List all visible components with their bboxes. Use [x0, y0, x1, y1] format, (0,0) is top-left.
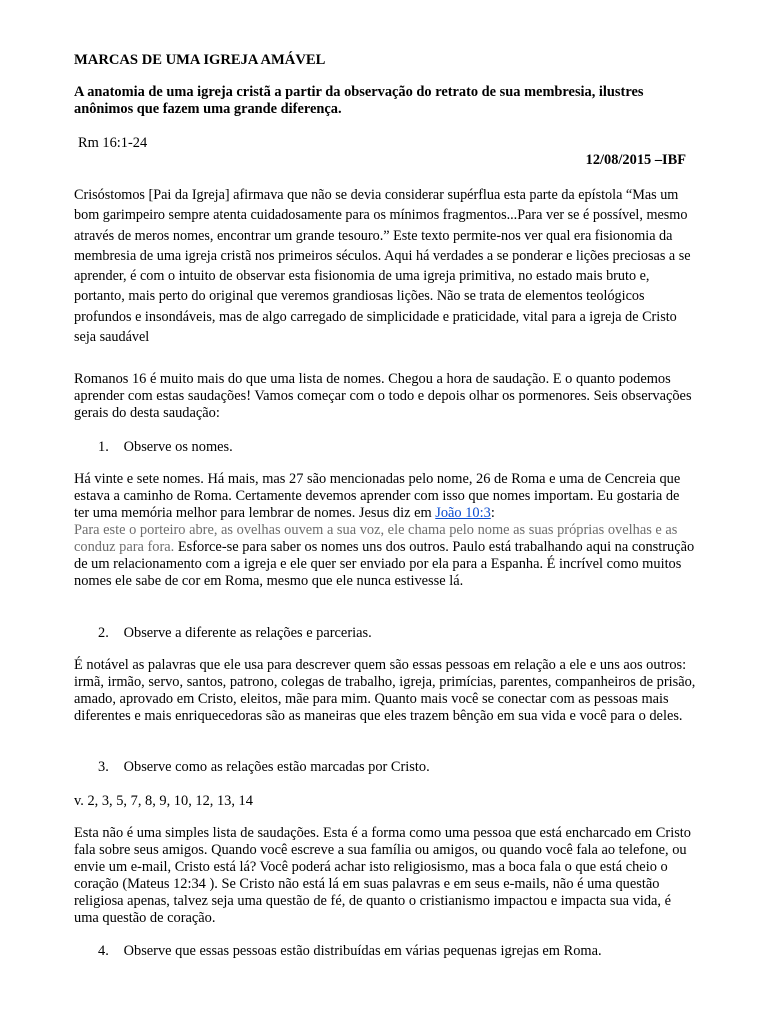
- intro-paragraph: Crisóstomos [Pai da Igreja] afirmava que não se devia considerar supérflua esta parte da epístola “Mas um bom garimpeiro sempre atenta cuidadosamente para os mínimos fragmentos...Para ver se é possível, mesmo através de meros nomes, encontrar um grande tesouro.” Este texto permite-nos ver qual era fisionomia da membresia de uma igreja cristã nos primeiros séculos. Aqui há verdades a se ponderar e lições preciosas a se aprender, é com o intuito de observar esta fisionomia de uma igreja primitiva, no estado mais bruto e, portanto, mais perto do original que veremos grandiosas lições. Não se trata de elementos teológicos profundos e insondáveis, mas de algo carregado de simplicidade e praticidade, vital para a igreja de Cristo seja saudável: [74, 187, 691, 346]
- list-item-number: 4.: [98, 943, 109, 959]
- relations-paragraph: É notável as palavras que ele usa para descrever quem são essas pessoas em relação a ele e uns aos outros: irmã, irmão, servo, santos, patrono, colegas de trabalho, igreja, primícias, parentes, companheiros de prisão, amado, aprovado em Cristo, eleitos, mãe para mim. Quanto mais você se conectar com as pessoas mais diferentes e mais enriquecedoras são as maneiras que eles trazem bênção em sua vida e você para o deles.: [74, 657, 696, 724]
- names-text: Há vinte e sete nomes. Há mais, mas 27 são mencionadas pelo nome, 26 de Roma e uma de Cencreia que estava a caminho de Roma. Certamente devemos aprender com isso que nomes importam. Eu gostaria de ter uma memória melhor para lembrar de nomes. Jesus diz em: [74, 471, 681, 521]
- list-item-text: Observe os nomes.: [123, 439, 233, 455]
- list-item: [98, 942, 722, 960]
- greeting-paragraph: Esta não é uma simples lista de saudações. Esta é a forma como uma pessoa que está encharcado em Cristo fala sobre seus amigos. Quando você escreve a sua família ou amigos, ou quando você fala ao telefone, ou envie um e-mail, Cristo está lá? Você poderá achar isto religiosismo, mas a boca fala o que está cheio o coração (Mateus 12:34 ). Se Cristo não está lá em suas palavras e em seus e-mails, não é uma questão religiosa apenas, talvez seja uma questão de fé, de quanto o cristianismo impactou e impacta sua vida, é uma questão de coração.: [74, 825, 691, 926]
- list-item-number: 2.: [98, 625, 109, 641]
- verse-list: v. 2, 3, 5, 7, 8, 9, 10, 12, 13, 14: [74, 793, 253, 809]
- list-item: [98, 624, 722, 642]
- list-item-text: Observe que essas pessoas estão distribuídas em várias pequenas igrejas em Roma.: [123, 943, 602, 959]
- scripture-reference: Rm 16:1-24: [78, 135, 148, 151]
- list-item-number: 3.: [98, 759, 109, 775]
- list-item: [98, 438, 722, 456]
- scripture-link[interactable]: João 10:3: [435, 505, 491, 521]
- names-text-rest: Esforce-se para saber os nomes uns dos outros. Paulo está trabalhando aqui na construção de um relacionamento com a igreja e ele quer ser enviado por ela para a Espanha. É incrível como muitos nomes ele sabe de cor em Roma, mesmo que ele nunca estivesse lá.: [74, 539, 695, 589]
- scripture-quote: Para este o porteiro abre, as ovelhas ouvem a sua voz, ele chama pelo nome as suas próprias ovelhas e as conduz para fora.: [74, 522, 678, 555]
- document-subtitle: A anatomia de uma igreja cristã a partir da observação do retrato de sua membresia, ilustres anônimos que fazem uma grande diferença.: [74, 84, 644, 117]
- list-item-text: Observe como as relações estão marcadas por Cristo.: [123, 759, 430, 775]
- list-item-text: Observe a diferente as relações e parcerias.: [123, 625, 372, 641]
- document-title: MARCAS DE UMA IGREJA AMÁVEL: [74, 52, 326, 68]
- list-item: [98, 758, 722, 776]
- document-date: 12/08/2015 –IBF: [585, 152, 686, 168]
- names-paragraph: [74, 471, 698, 590]
- list-item-number: 1.: [98, 439, 109, 455]
- link-colon: :: [490, 505, 495, 521]
- romanos-paragraph: Romanos 16 é muito mais do que uma lista de nomes. Chegou a hora de saudação. E o quanto podemos aprender com estas saudações! Vamos começar com o todo e depois olhar os pormenores. Seis observações gerais do desta saudação:: [74, 371, 692, 421]
